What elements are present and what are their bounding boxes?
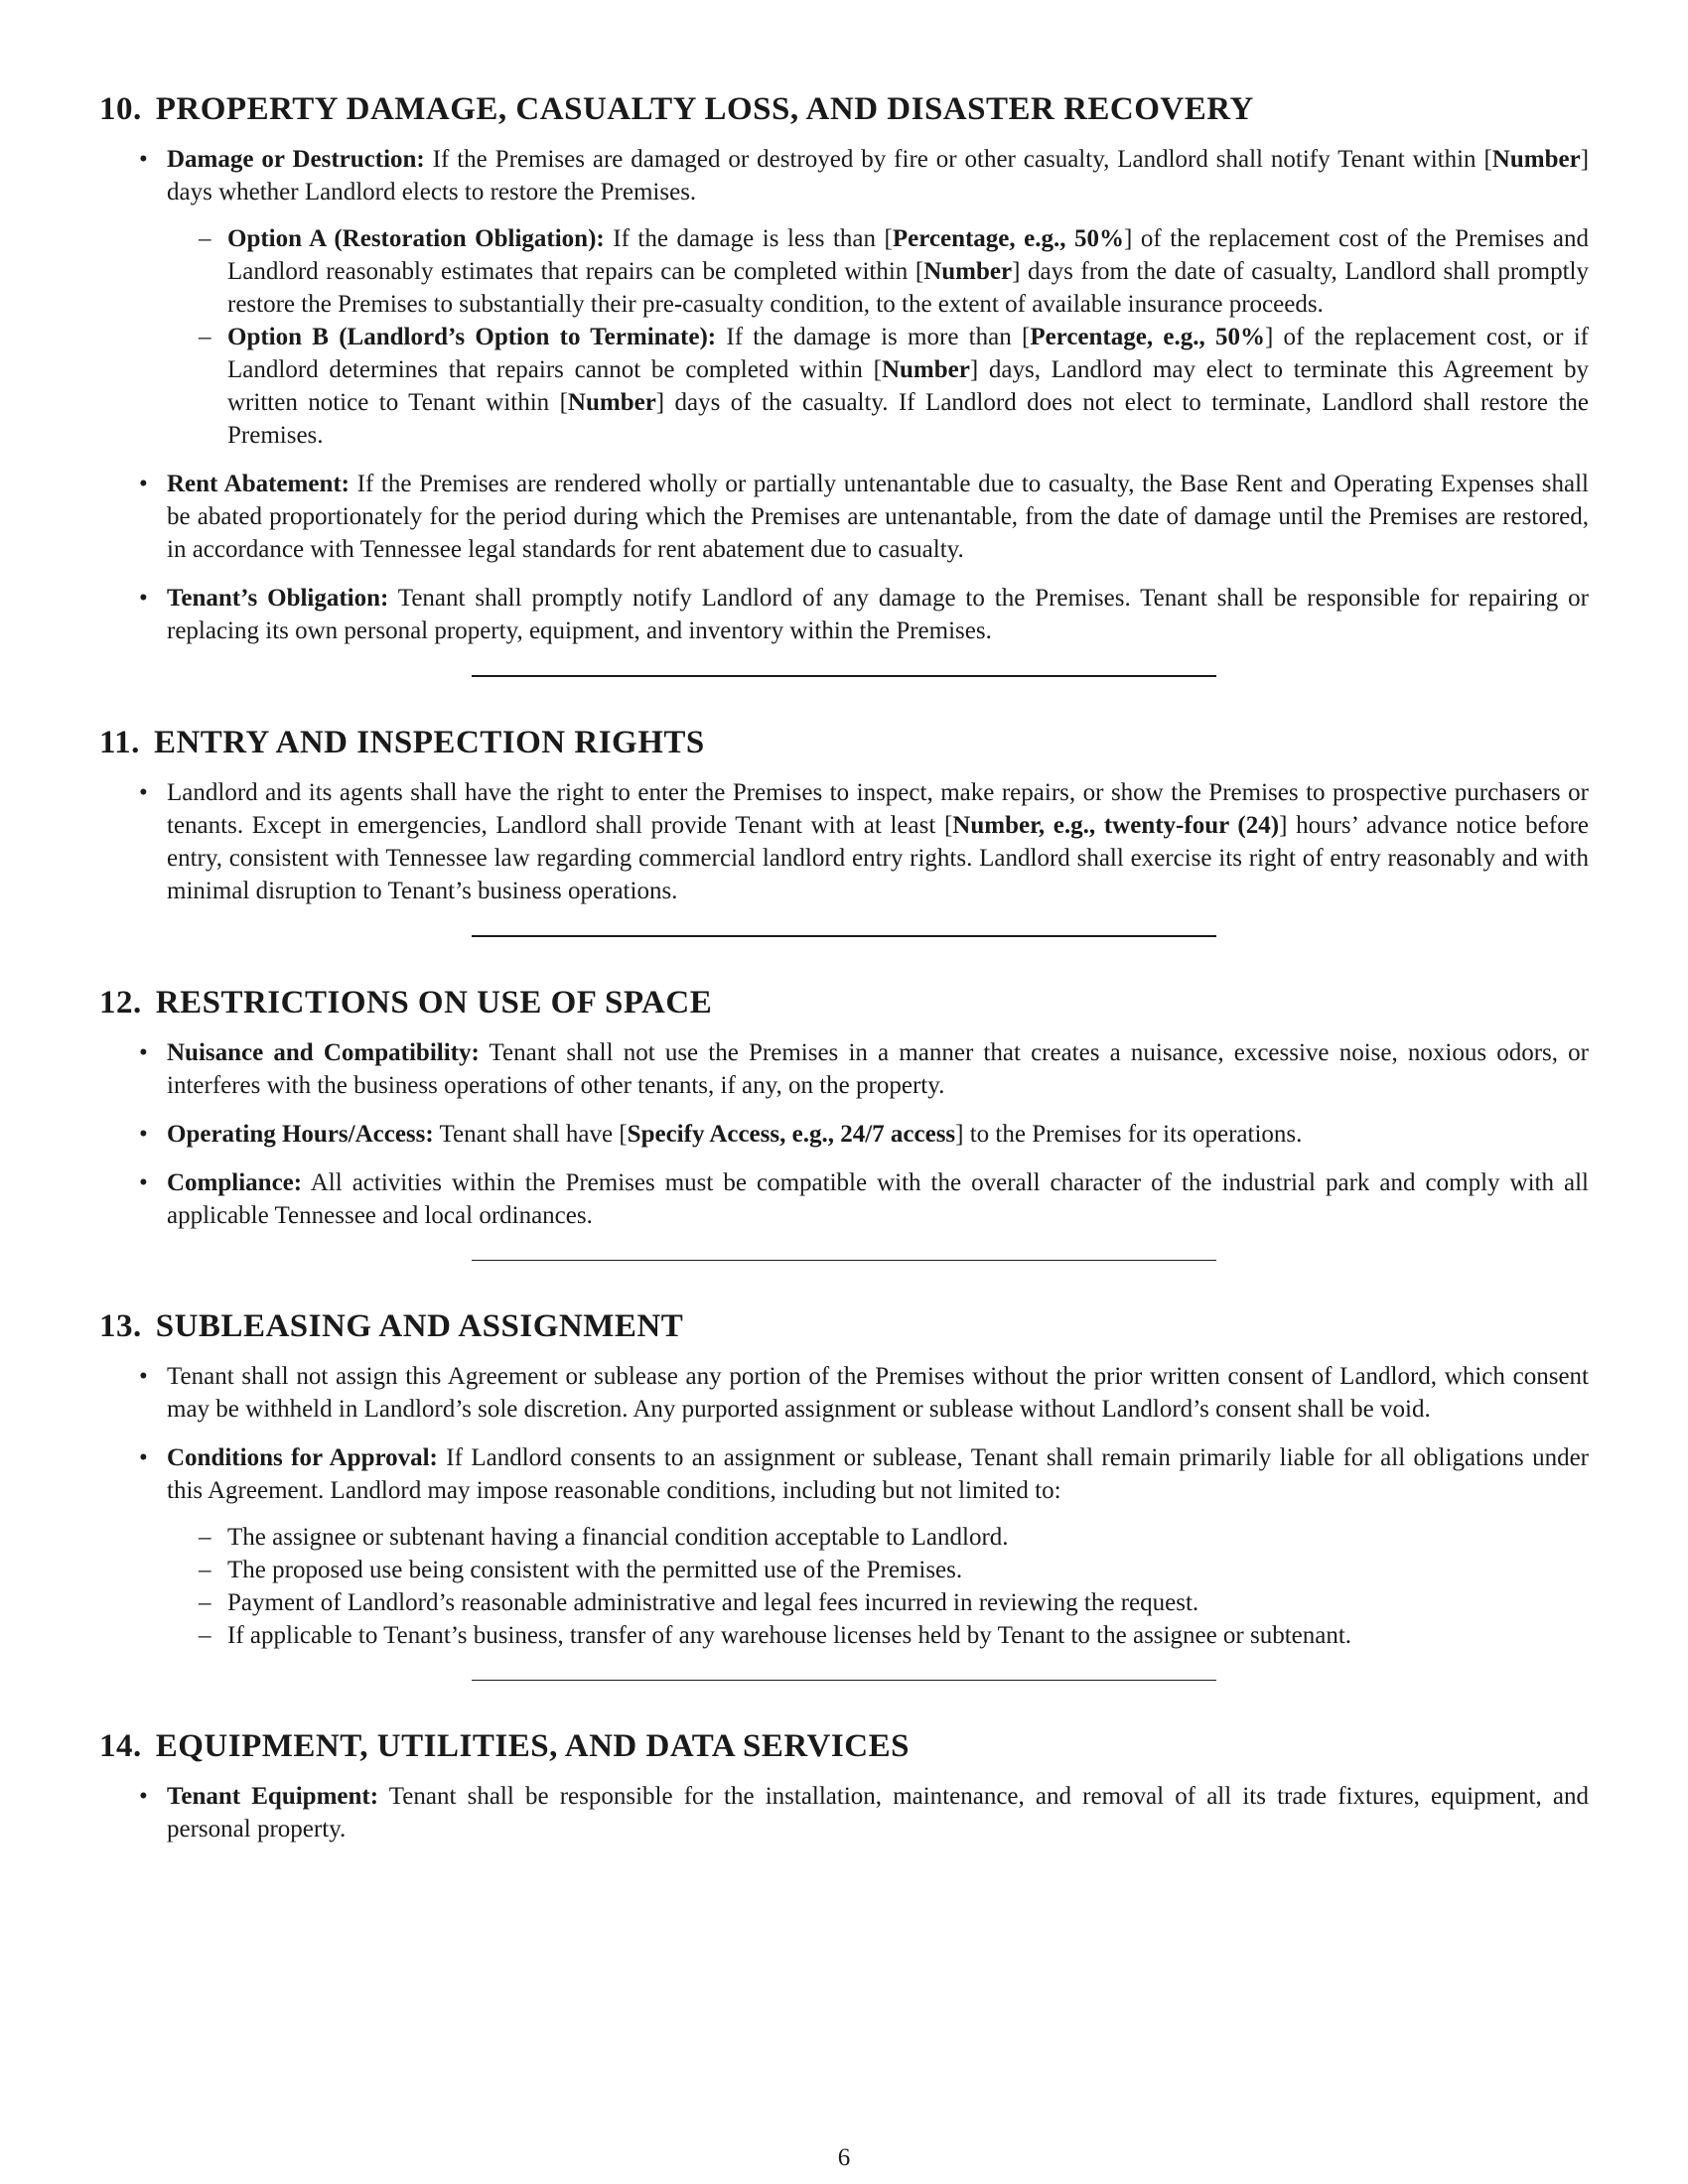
item-text: If the damage is less than [ xyxy=(604,225,893,252)
item-text: Landlord and its agents shall have the right to enter the Premises to inspect, make repairs, or show the Premises to prospective purchasers or tenants. Except in emergencies, Landlord shall provide Tenant with at least [ xyxy=(167,779,1589,839)
item-label: Tenant’s Obligation: xyxy=(167,585,389,612)
section-10-heading xyxy=(99,89,1589,129)
section-number: 13. xyxy=(99,1308,142,1344)
section-divider xyxy=(472,935,1216,937)
condition-item: – The assignee or subtenant having a financial condition acceptable to Landlord. xyxy=(167,1521,1589,1554)
section-11-heading xyxy=(99,723,1589,762)
item-text: ] of the replacement cost, or if Landlord determines that repairs cannot be completed within [ xyxy=(227,324,1590,383)
condition-item: – Payment of Landlord’s reasonable administrative and legal fees incurred in reviewing the request. xyxy=(167,1586,1589,1619)
placeholder-field: Percentage, e.g., 50% xyxy=(1030,324,1265,350)
item-label: Tenant Equipment: xyxy=(167,1783,379,1810)
list-item xyxy=(99,1036,1589,1102)
section-title: PROPERTY DAMAGE, CASUALTY LOSS, AND DISASTER RECOVERY xyxy=(155,91,1254,127)
item-text: ] hours’ advance notice before entry, consistent with Tennessee law regarding commercial landlord entry rights. Landlord shall exercise its right of entry reasonably and with minimal disruption to Tenant’s business operations. xyxy=(167,812,1590,904)
section-title: ENTRY AND INSPECTION RIGHTS xyxy=(153,725,705,760)
placeholder-field: Number xyxy=(567,389,656,416)
conditions-list xyxy=(167,1521,1589,1652)
placeholder-field: Number, e.g., twenty-four (24) xyxy=(952,812,1280,839)
item-text: ] to the Premises for its operations. xyxy=(955,1121,1303,1148)
list-item xyxy=(99,1780,1589,1845)
placeholder-field: Percentage, e.g., 50% xyxy=(892,225,1125,252)
item-label: Compliance: xyxy=(167,1169,303,1196)
list-item xyxy=(99,582,1589,647)
section-number: 14. xyxy=(99,1728,142,1764)
section-12-list xyxy=(99,1036,1589,1232)
item-text: ] days of the casualty. If Landlord does not elect to terminate, Landlord shall restore the Premises. xyxy=(227,389,1589,449)
list-item xyxy=(99,1360,1589,1426)
item-text: ] days from the date of casualty, Landlord shall promptly restore the Premises to substantially their pre-casualty condition, to the extent of available insurance proceeds. xyxy=(227,258,1590,318)
section-12-heading xyxy=(99,983,1589,1023)
item-text: ] of the replacement cost of the Premises and Landlord reasonably estimates that repairs can be completed within [ xyxy=(227,225,1590,285)
list-item xyxy=(99,1118,1589,1151)
section-13 xyxy=(99,1306,1589,1652)
section-14 xyxy=(99,1726,1589,1845)
section-14-list xyxy=(99,1780,1589,1845)
item-label: Option A (Restoration Obligation): xyxy=(227,225,605,252)
list-item xyxy=(99,143,1589,452)
item-label: Nuisance and Compatibility: xyxy=(167,1039,480,1066)
item-text: Tenant shall have [ xyxy=(433,1121,628,1148)
item-text: ] days, Landlord may elect to terminate this Agreement by written notice to Tenant within [ xyxy=(227,356,1589,416)
list-item xyxy=(99,776,1589,907)
sub-list-item xyxy=(167,321,1589,452)
item-text: If the Premises are rendered wholly or partially untenantable due to casualty, the Base Rent and Operating Expenses shall be abated proportionately for the period during which the Premises are untenantable, from the date of damage until the Premises are restored, in accordance with Tennessee legal standards for rent abatement due to casualty. xyxy=(167,471,1589,563)
sub-list xyxy=(167,222,1589,452)
placeholder-field: Number xyxy=(1491,146,1581,173)
item-text: ] days whether Landlord elects to restore the Premises. xyxy=(167,146,1590,205)
section-11 xyxy=(99,723,1589,907)
item-label: Conditions for Approval: xyxy=(167,1444,438,1471)
placeholder-field: Number xyxy=(923,258,1013,285)
section-10-list xyxy=(99,143,1589,647)
item-text: If the Premises are damaged or destroyed by fire or other casualty, Landlord shall notify Tenant within [ xyxy=(424,146,1492,173)
section-13-list xyxy=(99,1360,1589,1652)
section-number: 10. xyxy=(99,91,142,127)
condition-item: – If applicable to Tenant’s business, transfer of any warehouse licenses held by Tenant to the assignee or subtenant. xyxy=(167,1619,1589,1652)
condition-item: – The proposed use being consistent with the permitted use of the Premises. xyxy=(167,1554,1589,1586)
item-text: Tenant shall be responsible for the installation, maintenance, and removal of all its trade fixtures, equipment, and personal property. xyxy=(167,1783,1589,1843)
page-number: 6 xyxy=(837,2144,851,2171)
item-label: Option B (Landlord’s Option to Terminate): xyxy=(227,324,717,350)
section-title: RESTRICTIONS ON USE OF SPACE xyxy=(155,985,713,1021)
document-page xyxy=(99,89,1589,1861)
section-number: 11. xyxy=(99,725,140,760)
section-10 xyxy=(99,89,1589,647)
section-title: EQUIPMENT, UTILITIES, AND DATA SERVICES xyxy=(155,1728,910,1764)
section-number: 12. xyxy=(99,985,142,1021)
section-13-heading xyxy=(99,1306,1589,1346)
placeholder-field: Specify Access, e.g., 24/7 access xyxy=(627,1121,956,1148)
placeholder-field: Number xyxy=(881,356,970,383)
section-divider xyxy=(472,675,1216,677)
item-text: Tenant shall promptly notify Landlord of any damage to the Premises. Tenant shall be responsible for repairing or replacing its own personal property, equipment, and inventory within the Premises. xyxy=(167,585,1590,644)
list-item xyxy=(99,1441,1589,1652)
section-11-list xyxy=(99,776,1589,907)
item-label: Damage or Destruction: xyxy=(167,146,425,173)
item-text: If Landlord consents to an assignment or sublease, Tenant shall remain primarily liable for all obligations under this Agreement. Landlord may impose reasonable conditions, including but not limited to: xyxy=(167,1444,1589,1504)
item-label: Rent Abatement: xyxy=(167,471,350,497)
item-label: Operating Hours/Access: xyxy=(167,1121,434,1148)
item-text: Tenant shall not use the Premises in a manner that creates a nuisance, excessive noise, noxious odors, or interferes with the business operations of other tenants, if any, on the property. xyxy=(167,1039,1589,1099)
sub-list-item xyxy=(167,222,1589,321)
item-text: If the damage is more than [ xyxy=(716,324,1031,350)
section-title: SUBLEASING AND ASSIGNMENT xyxy=(155,1308,684,1344)
section-14-heading xyxy=(99,1726,1589,1766)
section-divider xyxy=(472,1260,1216,1261)
list-item xyxy=(99,468,1589,566)
list-item xyxy=(99,1166,1589,1232)
item-text: All activities within the Premises must be compatible with the overall character of the industrial park and comply with all applicable Tennessee and local ordinances. xyxy=(167,1169,1589,1229)
section-divider xyxy=(472,1680,1216,1681)
section-12 xyxy=(99,983,1589,1232)
item-text: Tenant shall not assign this Agreement or sublease any portion of the Premises without the prior written consent of Landlord, which consent may be withheld in Landlord’s sole discretion. Any purported assignment or sublease without Landlord’s consent shall be void. xyxy=(167,1363,1589,1423)
